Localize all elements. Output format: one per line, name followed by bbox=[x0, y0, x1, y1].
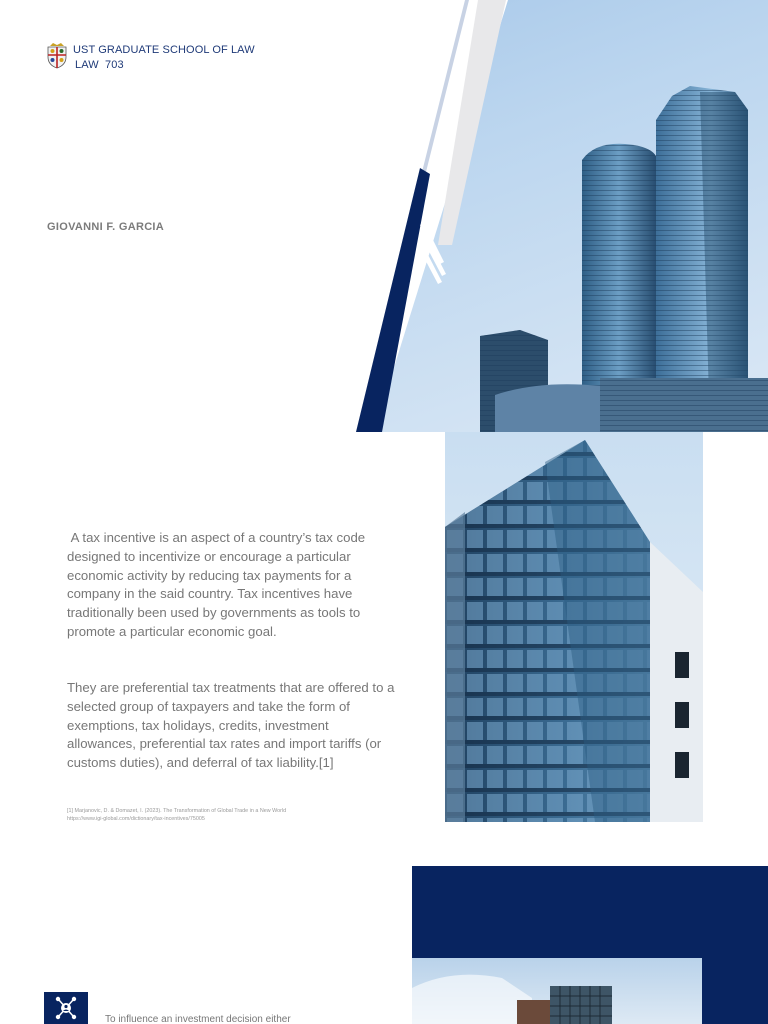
paragraph-forms: They are preferential tax treatments that are offered to a selected group of taxpayers and take the form of exemptions, tax holidays, credits, investment allowances, preferential tax rates and import tariffs (or customs duties), and deferral of tax liability.[1] bbox=[67, 680, 395, 771]
author-name: GIOVANNI F. GARCIA bbox=[47, 221, 165, 233]
next-slide bbox=[0, 864, 768, 1024]
course-code: LAW 703 bbox=[75, 59, 124, 71]
network-people-icon bbox=[44, 992, 88, 1024]
paragraph-influence: To influence an investment decision either bbox=[105, 1014, 291, 1024]
school-name: UST GRADUATE SCHOOL OF LAW bbox=[73, 44, 255, 56]
reference-url: https://www.igi-global.com/dictionary/tax-incentives/75005 bbox=[67, 816, 205, 822]
paragraph-definition: A tax incentive is an aspect of a country’s tax code designed to incentivize or encourage a particular economic activity by reducing tax payments for a company in the said country. Tax incentives have traditionally been used by governments as tools to promote a particular economic goal. bbox=[67, 530, 369, 639]
reference-citation: [1] Marjanovic, D. & Domazet, I. (2023). The Transformation of Global Trade in a New World bbox=[67, 808, 287, 814]
building-photo bbox=[445, 432, 703, 822]
definition-slide bbox=[0, 432, 768, 864]
footnote-reference bbox=[67, 807, 397, 823]
building-photo-2 bbox=[412, 958, 702, 1024]
cover-slide bbox=[0, 0, 768, 432]
crest-icon bbox=[46, 43, 68, 69]
school-heading bbox=[73, 43, 255, 73]
